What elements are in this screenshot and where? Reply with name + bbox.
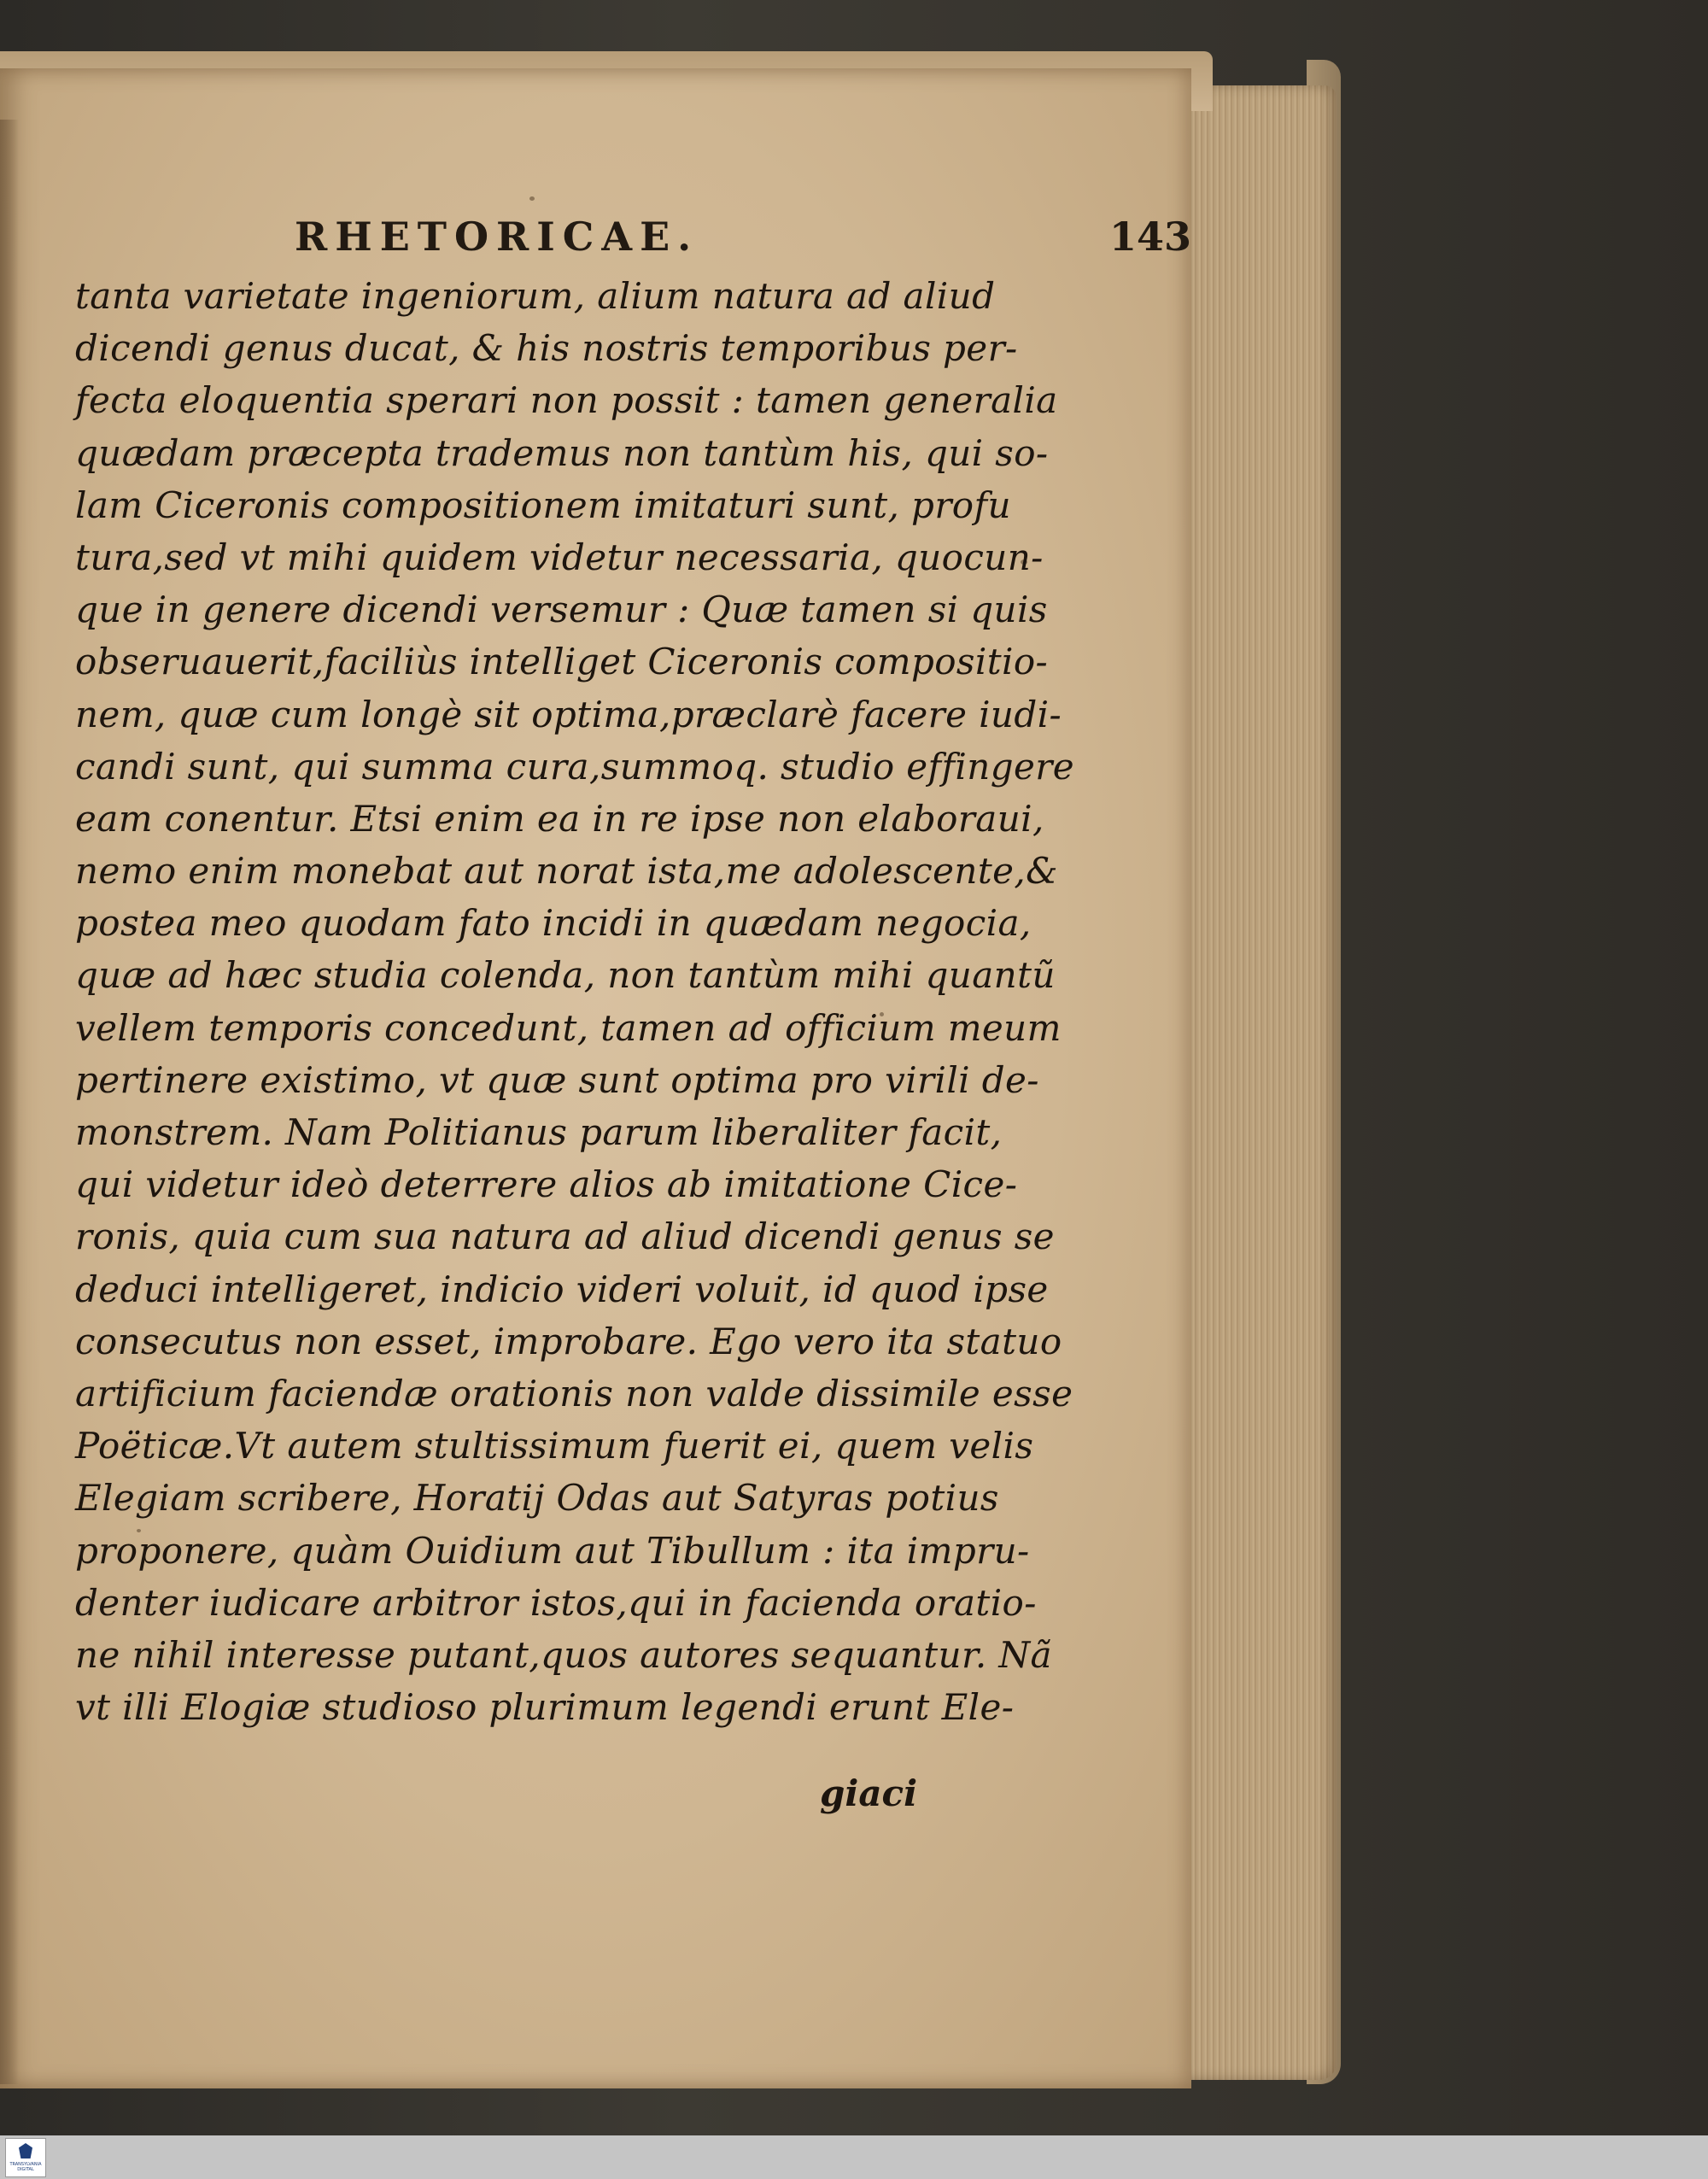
page-gutter (0, 120, 19, 2084)
text-line: vt illi Elogiæ studioso plurimum legendi erunt Ele- (75, 1686, 1015, 1729)
text-line: monstrem. Nam Politianus parum liberaliter facit, (75, 1111, 1003, 1153)
text-line: deduci intelligeret, indicio videri voluit, id quod ipse (75, 1268, 1049, 1310)
page-number: 143 (1108, 214, 1191, 260)
text-line: vellem temporis concedunt, tamen ad officium meum (75, 1006, 1062, 1049)
paper-speck (529, 196, 535, 201)
text-line: ronis, quia cum sua natura ad aliud dicendi genus se (75, 1215, 1055, 1258)
viewer-footer-bar (0, 2135, 1708, 2179)
running-head (295, 214, 1191, 273)
text-line: consecutus non esset, improbare. Ego vero ita statuo (75, 1320, 1062, 1362)
text-line: dicendi genus ducat, & his nostris temporibus per- (75, 327, 1018, 370)
text-line: fecta eloquentia sperari non possit : tamen generalia (75, 379, 1058, 422)
text-line: que in genere dicendi versemur : Quæ tamen si quis (75, 589, 1048, 631)
text-line: ne nihil interesse putant,quos autores sequantur. Nã (75, 1633, 1052, 1676)
book-fore-edge (1191, 85, 1337, 2080)
text-line: quæ ad hæc studia colenda, non tantùm mihi quantũ (75, 954, 1056, 997)
text-line: eam conentur. Etsi enim ea in re ipse non elaboraui, (75, 797, 1044, 840)
text-line: obseruauerit,faciliùs intelliget Ciceronis compositio- (75, 641, 1049, 683)
text-line: tanta varietate ingeniorum, alium natura ad aliud (75, 275, 996, 317)
text-line: Poëticæ.Vt autem stultissimum fuerit ei, quem velis (75, 1425, 1034, 1467)
text-line: denter iudicare arbitror istos,qui in facienda oratio- (75, 1581, 1037, 1624)
library-logo[interactable] (5, 2138, 46, 2177)
catchword: giaci (820, 1772, 918, 1814)
text-line: candi sunt, qui summa cura,summoq. studio effingere (75, 745, 1074, 788)
text-line: pertinere existimo, vt quæ sunt optima pro virili de- (75, 1058, 1039, 1101)
crest-icon (19, 2143, 32, 2158)
text-line: lam Ciceronis compositionem imitaturi sunt, profu (75, 483, 1011, 526)
library-logo-text: TRANSYLVANIA DIGITAL (9, 2162, 42, 2172)
text-line: tura,sed vt mihi quidem videtur necessaria, quocun- (75, 536, 1044, 578)
text-line: qui videtur ideò deterrere alios ab imitatione Cice- (75, 1163, 1018, 1206)
text-line: quædam præcepta trademus non tantùm his, qui so- (75, 431, 1049, 474)
text-line: nem, quæ cum longè sit optima,præclarè facere iudi- (75, 693, 1062, 735)
body-text (75, 270, 1074, 1733)
running-head-title: RHETORICAE. (295, 214, 699, 260)
text-line: nemo enim monebat aut norat ista,me adolescente,& (75, 850, 1058, 893)
text-line: proponere, quàm Ouidium aut Tibullum : ita impru- (75, 1529, 1030, 1572)
text-line: artificium faciendæ orationis non valde dissimile esse (75, 1372, 1073, 1415)
text-line: postea meo quodam fato incidi in quædam negocia, (75, 902, 1032, 945)
text-line: Elegiam scribere, Horatij Odas aut Satyras potius (75, 1477, 999, 1520)
